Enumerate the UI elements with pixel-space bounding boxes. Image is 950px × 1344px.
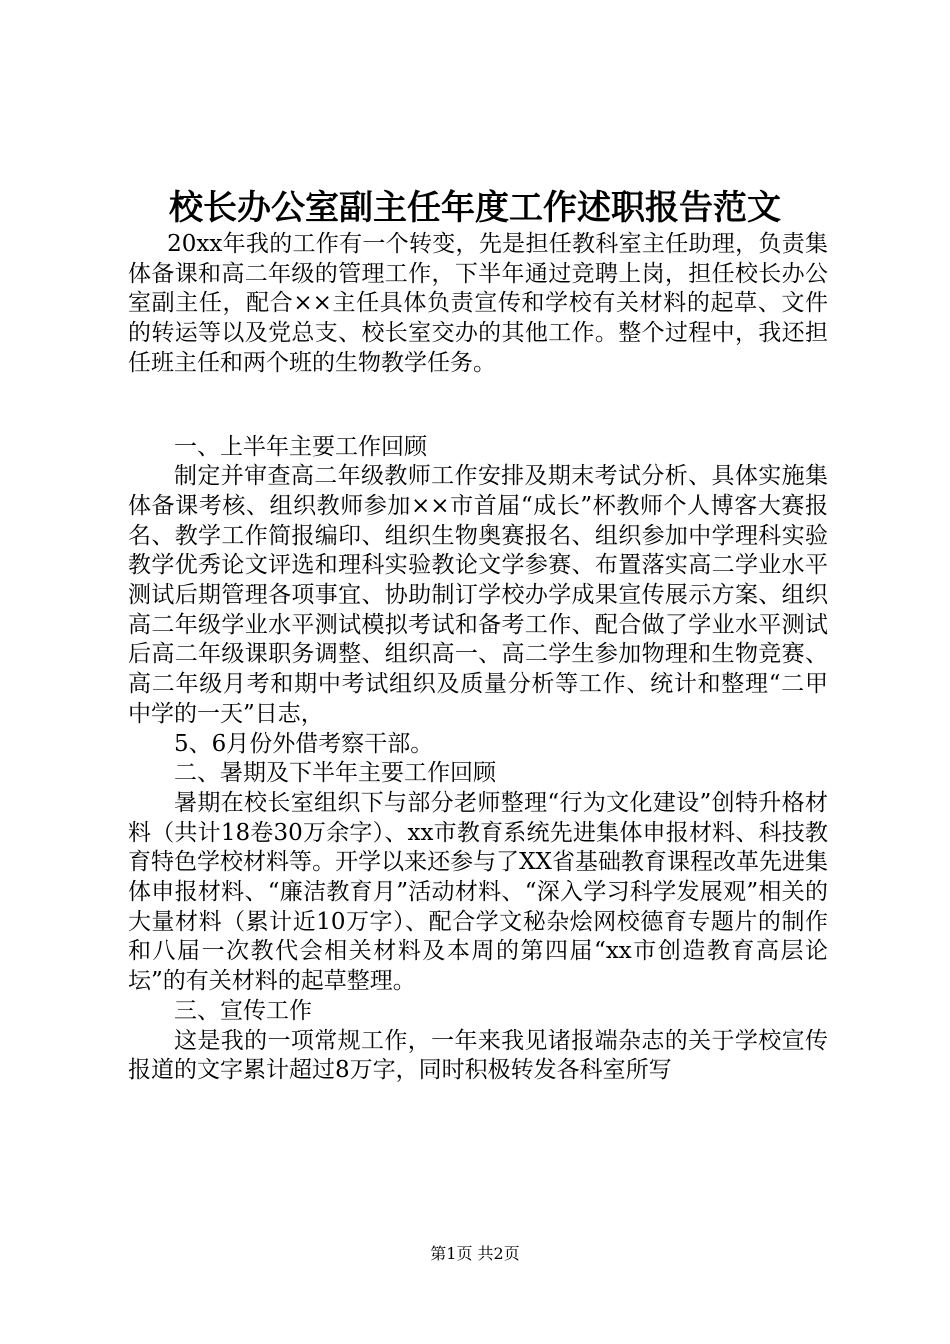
page-footer: 第1页 共2页 [430, 1244, 520, 1263]
section-3-body: 这是我的一项常规工作，一年来我见诸报端杂志的关于学校宣传报道的文字累计超过8万字，同时积极转发各科室所写 [128, 1027, 828, 1084]
section-2-body: 暑期在校长室组织下与部分老师整理“行为文化建设”创特升格材料（共计18卷30万余字）、xx市教育系统先进集体申报材料、科技教育特色学校材料等。开学以来还参与了XX省基础教育课程改革先进集体申报材料、“廉洁教育月”活动材料、“深入学习科学发展观”相关的大量材料（累计近10万字）、配合学文秘杂烩网校德育专题片的制作和八届一次教代会相关材料及本周的第四届“xx市创造教育高层论坛”的有关材料的起草整理。 [128, 789, 828, 995]
section-2-heading: 二、暑期及下半年主要工作回顾 [174, 760, 496, 787]
section-1-item-5: 5、6月份外借考察干部。 [174, 730, 434, 757]
document-body [128, 230, 828, 1086]
paragraph-gap [128, 379, 828, 433]
intro-paragraph: 20xx年我的工作有一个转变，先是担任教科室主任助理，负责集体备课和高二年级的管理工作，下半年通过竞聘上岗，担任校长办公室副主任，配合××主任具体负责宣传和学校有关材料的起草、文件的转运等以及党总支、校长室交办的其他工作。整个过程中，我还担任班主任和两个班的生物教学任务。 [128, 231, 828, 376]
section-3-heading: 三、宣传工作 [174, 997, 312, 1024]
section-1-body: 制定并审查高二年级教师工作安排及期末考试分析、具体实施集体备课考核、组织教师参加××市首届“成长”杯教师个人博客大赛报名、教学工作简报编印、组织生物奥赛报名、组织参加中学理科实验教学优秀论文评选和理科实验教论文学参赛、布置落实高二学业水平测试后期管理各项事宜、协助制订学校办学成果宣传展示方案、组织高二年级学业水平测试模拟考试和备考工作、配合做了学业水平测试后高二年级课职务调整、组织高一、高二学生参加物理和生物竞赛、高二年级月考和期中考试组织及质量分析等工作、统计和整理“二甲中学的一天”日志， [128, 463, 828, 727]
section-1-heading: 一、上半年主要工作回顾 [174, 433, 427, 460]
document-title: 校长办公室副主任年度工作述职报告范文 [169, 188, 781, 228]
